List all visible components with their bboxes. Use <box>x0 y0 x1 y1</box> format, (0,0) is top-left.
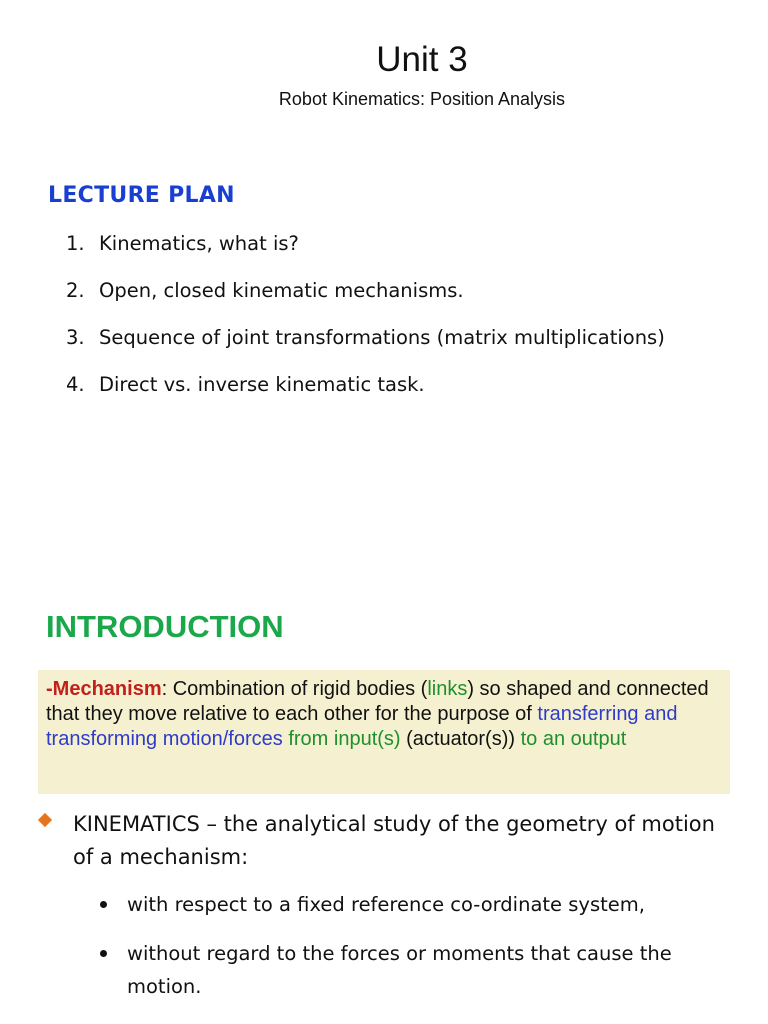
definition-actuator: (actuator(s)) <box>400 728 516 750</box>
page-title: Unit 3 <box>376 40 468 79</box>
item-number: 4. <box>66 373 85 396</box>
item-text: Kinematics, what is? <box>99 232 299 255</box>
definition-links: links <box>427 678 468 700</box>
page-subtitle: Robot Kinematics: Position Analysis <box>278 89 566 109</box>
item-number: 1. <box>66 232 85 255</box>
definition-term: Mechanism <box>52 678 162 700</box>
lecture-plan-item <box>66 326 665 373</box>
bullet-dot-icon <box>100 901 107 908</box>
lecture-plan-item <box>66 373 665 420</box>
point-text: with respect to a fixed reference co-ordinate system, <box>127 893 645 916</box>
lecture-plan-item <box>66 232 665 279</box>
item-text: Open, closed kinematic mechanisms. <box>99 279 464 302</box>
mechanism-definition-box <box>38 670 730 794</box>
point-text: without regard to the forces or moments that cause the motion. <box>127 942 672 998</box>
diamond-bullet-icon <box>38 813 52 827</box>
lecture-plan-item <box>66 279 665 326</box>
lecture-plan-list <box>66 232 665 420</box>
definition-purpose: transferring and transforming motion/forces <box>46 703 678 750</box>
definition-part1: : Combination of rigid bodies ( <box>161 678 428 700</box>
definition-part2: ) so shaped and connected that they move relative to each other for the purpose of <box>46 678 709 725</box>
definition-output: to an output <box>515 728 627 750</box>
kinematics-point <box>100 888 730 921</box>
kinematics-points <box>100 888 730 1019</box>
introduction-heading: INTRODUCTION <box>46 609 284 644</box>
mechanism-definition <box>46 677 726 752</box>
lecture-plan-heading: LECTURE PLAN <box>48 183 235 208</box>
item-number: 3. <box>66 326 85 349</box>
item-text: Sequence of joint transformations (matrix multiplications) <box>99 326 665 349</box>
kinematics-definition: KINEMATICS – the analytical study of the geometry of motion of a mechanism: <box>73 812 715 869</box>
definition-marker: - <box>46 678 53 700</box>
item-text: Direct vs. inverse kinematic task. <box>99 373 425 396</box>
definition-from: from input(s) <box>282 728 401 750</box>
bullet-dot-icon <box>100 950 107 957</box>
item-number: 2. <box>66 279 85 302</box>
kinematics-point <box>100 937 730 1003</box>
